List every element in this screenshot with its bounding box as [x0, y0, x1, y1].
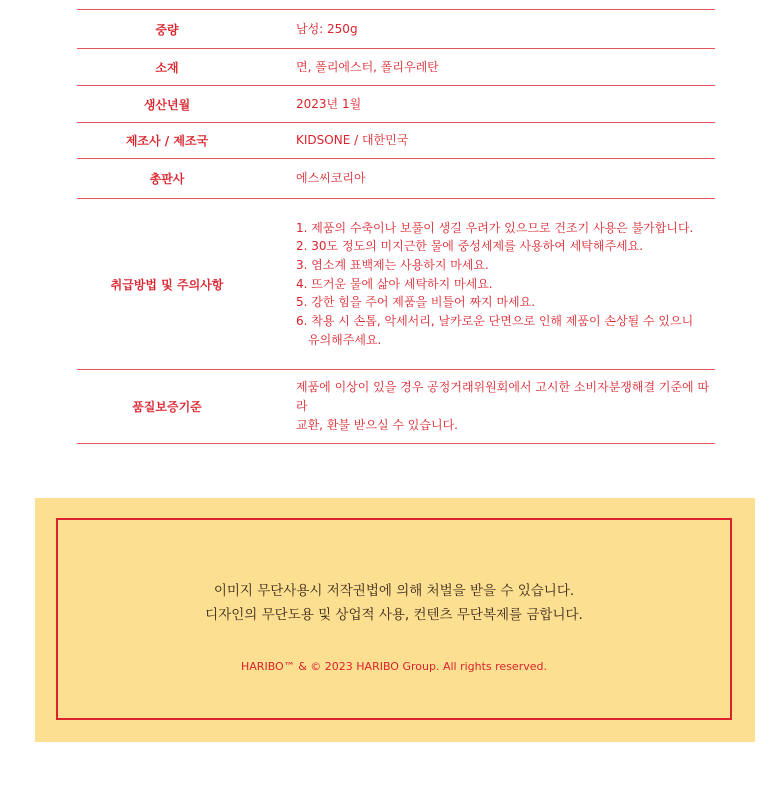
- spec-label: 취급방법 및 주의사항: [110, 277, 224, 292]
- spec-label: 제조사 / 제조국: [125, 134, 209, 148]
- notice-line: 이미지 무단사용시 저작권법에 의해 처벌을 받을 수 있습니다.: [213, 583, 575, 599]
- copyright-notice-box: [56, 518, 732, 720]
- spec-row-distributor: [77, 159, 715, 199]
- spec-value: 2023년 1월: [296, 96, 362, 111]
- spec-row-material: [77, 49, 715, 86]
- quality-text: [257, 378, 715, 434]
- spec-row-quality: [77, 370, 715, 444]
- quality-line: 제품에 이상이 있을 경우 공정거래위원회에서 고시한 소비자분쟁해결 기준에 따라: [296, 380, 710, 414]
- copyright-notice-panel: [35, 498, 755, 742]
- spec-value: 에스씨코리아: [296, 171, 366, 186]
- care-instructions: [257, 219, 693, 350]
- care-line: 1. 제품의 수축이나 보풀이 생길 우려가 있으므로 건조기 사용은 불가합니다.: [296, 220, 694, 235]
- care-line: 2. 30도 정도의 미지근한 물에 중성세제를 사용하여 세탁해주세요.: [296, 239, 644, 254]
- care-line: 6. 착용 시 손톱, 악세서리, 날카로운 단면으로 인해 제품이 손상될 수 있으니: [296, 314, 694, 329]
- spec-label: 생산년월: [143, 97, 191, 112]
- quality-line: 교환, 환불 받으실 수 있습니다.: [296, 417, 458, 432]
- care-line: 유의해주세요.: [308, 332, 382, 347]
- spec-label: 총판사: [149, 172, 185, 186]
- notice-line: 디자인의 무단도용 및 상업적 사용, 컨텐츠 무단복제를 금합니다.: [205, 607, 583, 623]
- spec-row-care: [77, 199, 715, 370]
- spec-row-weight: [77, 10, 715, 49]
- care-line: 3. 염소계 표백제는 사용하지 마세요.: [296, 257, 489, 272]
- spec-label: 소재: [155, 60, 179, 75]
- spec-value: 면, 폴리에스터, 폴리우레탄: [296, 59, 439, 74]
- spec-label: 중량: [155, 22, 179, 37]
- care-line: 4. 뜨거운 물에 삶아 세탁하지 마세요.: [296, 276, 493, 291]
- spec-row-manufacturer: [77, 123, 715, 159]
- spec-row-production-date: [77, 86, 715, 123]
- product-spec-table: [77, 9, 715, 444]
- spec-value: 남성: 250g: [296, 21, 358, 36]
- care-line: 5. 강한 힘을 주어 제품을 비틀어 짜지 마세요.: [296, 295, 536, 310]
- spec-value: KIDSONE / 대한민국: [296, 133, 409, 148]
- spec-label: 품질보증기준: [132, 400, 202, 414]
- copyright-text: HARIBO™ & © 2023 HARIBO Group. All rights reserved.: [241, 660, 547, 673]
